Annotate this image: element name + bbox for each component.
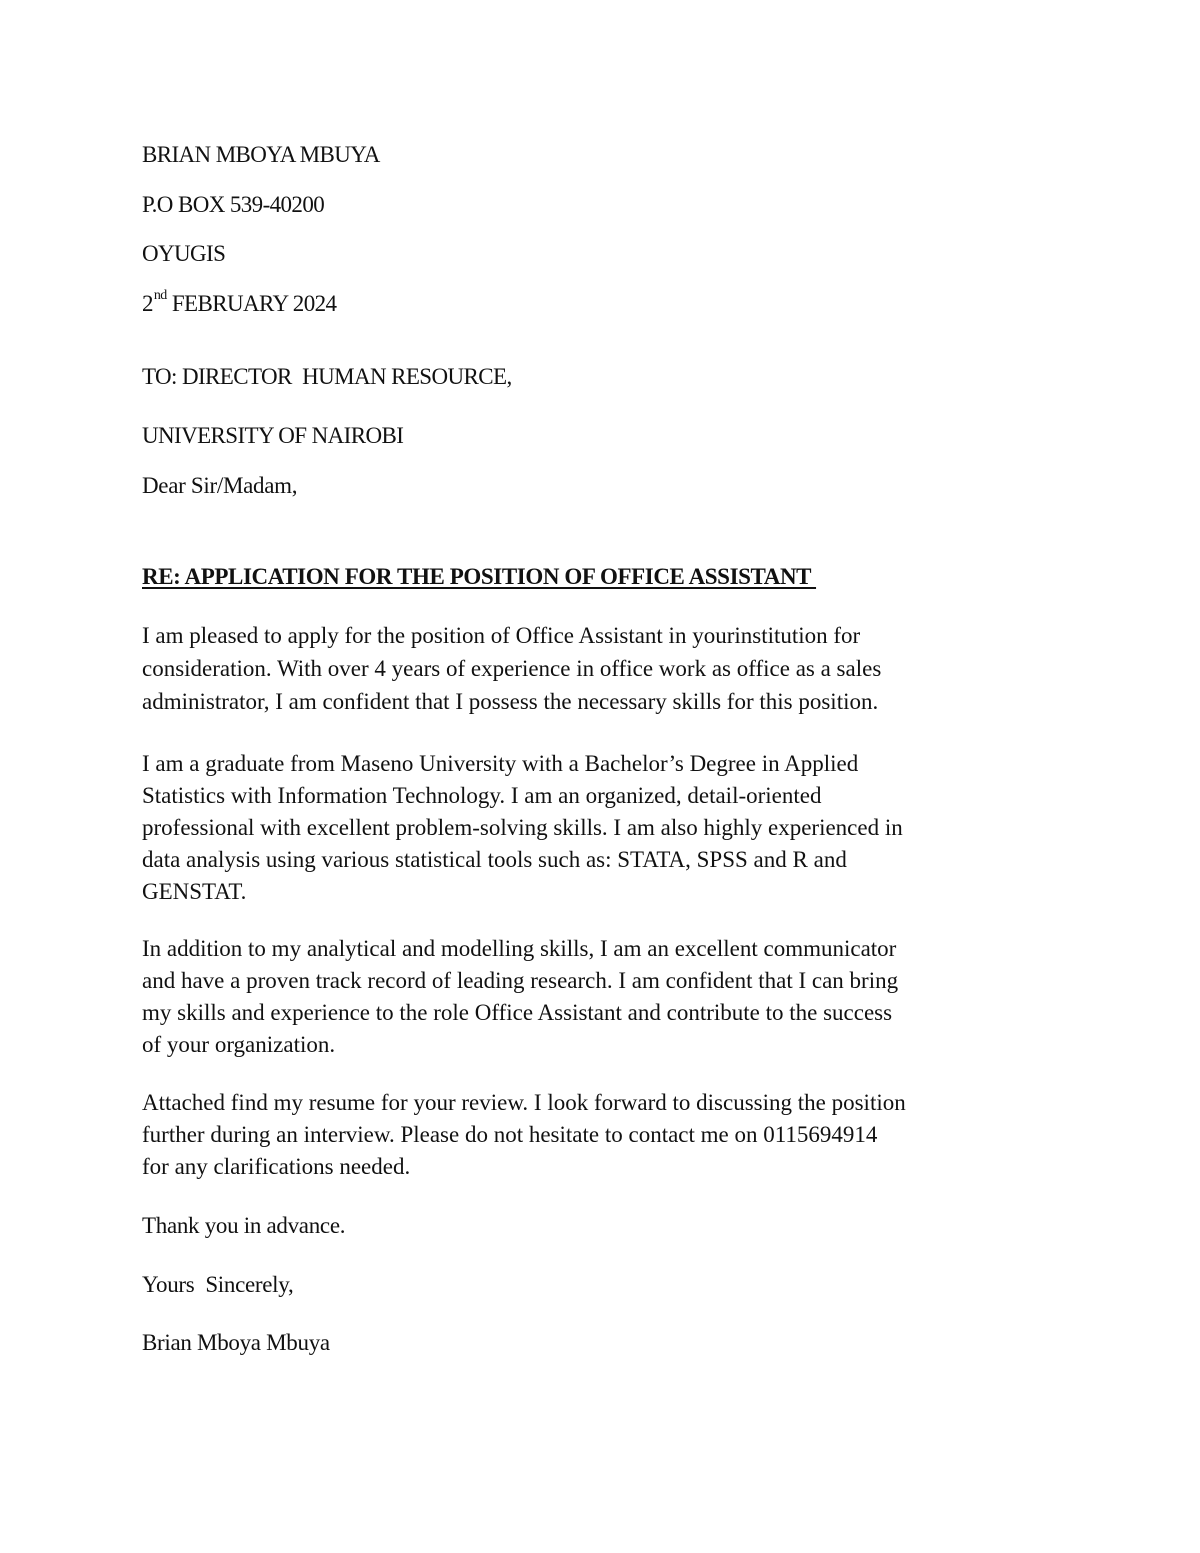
subject-line: RE: APPLICATION FOR THE POSITION OF OFFICE ASSISTANT — [142, 564, 817, 589]
paragraph-line: I am a graduate from Maseno University with a Bachelor’s Degree in Applied — [142, 751, 859, 776]
paragraph-line: for any clarifications needed. — [142, 1154, 411, 1179]
paragraph-line: data analysis using various statistical tools such as: STATA, SPSS and R and — [142, 847, 847, 872]
sender-town: OYUGIS — [142, 241, 226, 266]
paragraph-line: further during an interview. Please do not hesitate to contact me on 0115694914 — [142, 1122, 878, 1147]
paragraph-line: GENSTAT. — [142, 879, 247, 904]
paragraph-line: my skills and experience to the role Office Assistant and contribute to the success — [142, 1000, 893, 1025]
date-day: 2 — [142, 291, 153, 316]
body-paragraph-1 — [142, 619, 1072, 718]
letter-date — [142, 290, 336, 318]
date-rest: FEBRUARY 2024 — [166, 291, 337, 316]
recipient-line-2: UNIVERSITY OF NAIROBI — [142, 423, 404, 448]
paragraph-line: I am pleased to apply for the position of Office Assistant in yourinstitution for — [142, 623, 861, 648]
date-suffix: nd — [153, 288, 167, 304]
sender-address: P.O BOX 539-40200 — [142, 192, 325, 217]
paragraph-line: Statistics with Information Technology. I am an organized, detail-oriented — [142, 783, 822, 808]
sender-name: BRIAN MBOYA MBUYA — [142, 142, 380, 167]
paragraph-line: Attached find my resume for your review. I look forward to discussing the position — [142, 1090, 906, 1115]
body-paragraph-2 — [142, 748, 1072, 908]
salutation: Dear Sir/Madam, — [142, 473, 298, 498]
paragraph-line: professional with excellent problem-solving skills. I am also highly experienced in — [142, 815, 903, 840]
paragraph-line: administrator, I am confident that I possess the necessary skills for this position. — [142, 689, 879, 714]
signature-name: Brian Mboya Mbuya — [142, 1330, 330, 1355]
recipient-line-1: TO: DIRECTOR HUMAN RESOURCE, — [142, 364, 512, 389]
body-paragraph-4 — [142, 1087, 1072, 1183]
body-paragraph-3 — [142, 933, 1072, 1061]
paragraph-line: In addition to my analytical and modelling skills, I am an excellent communicator — [142, 936, 897, 961]
paragraph-line: and have a proven track record of leading research. I am confident that I can bring — [142, 968, 899, 993]
thanks-line: Thank you in advance. — [142, 1213, 346, 1238]
paragraph-line: of your organization. — [142, 1032, 336, 1057]
signoff: Yours Sincerely, — [142, 1272, 294, 1297]
paragraph-line: consideration. With over 4 years of experience in office work as office as a sales — [142, 656, 882, 681]
